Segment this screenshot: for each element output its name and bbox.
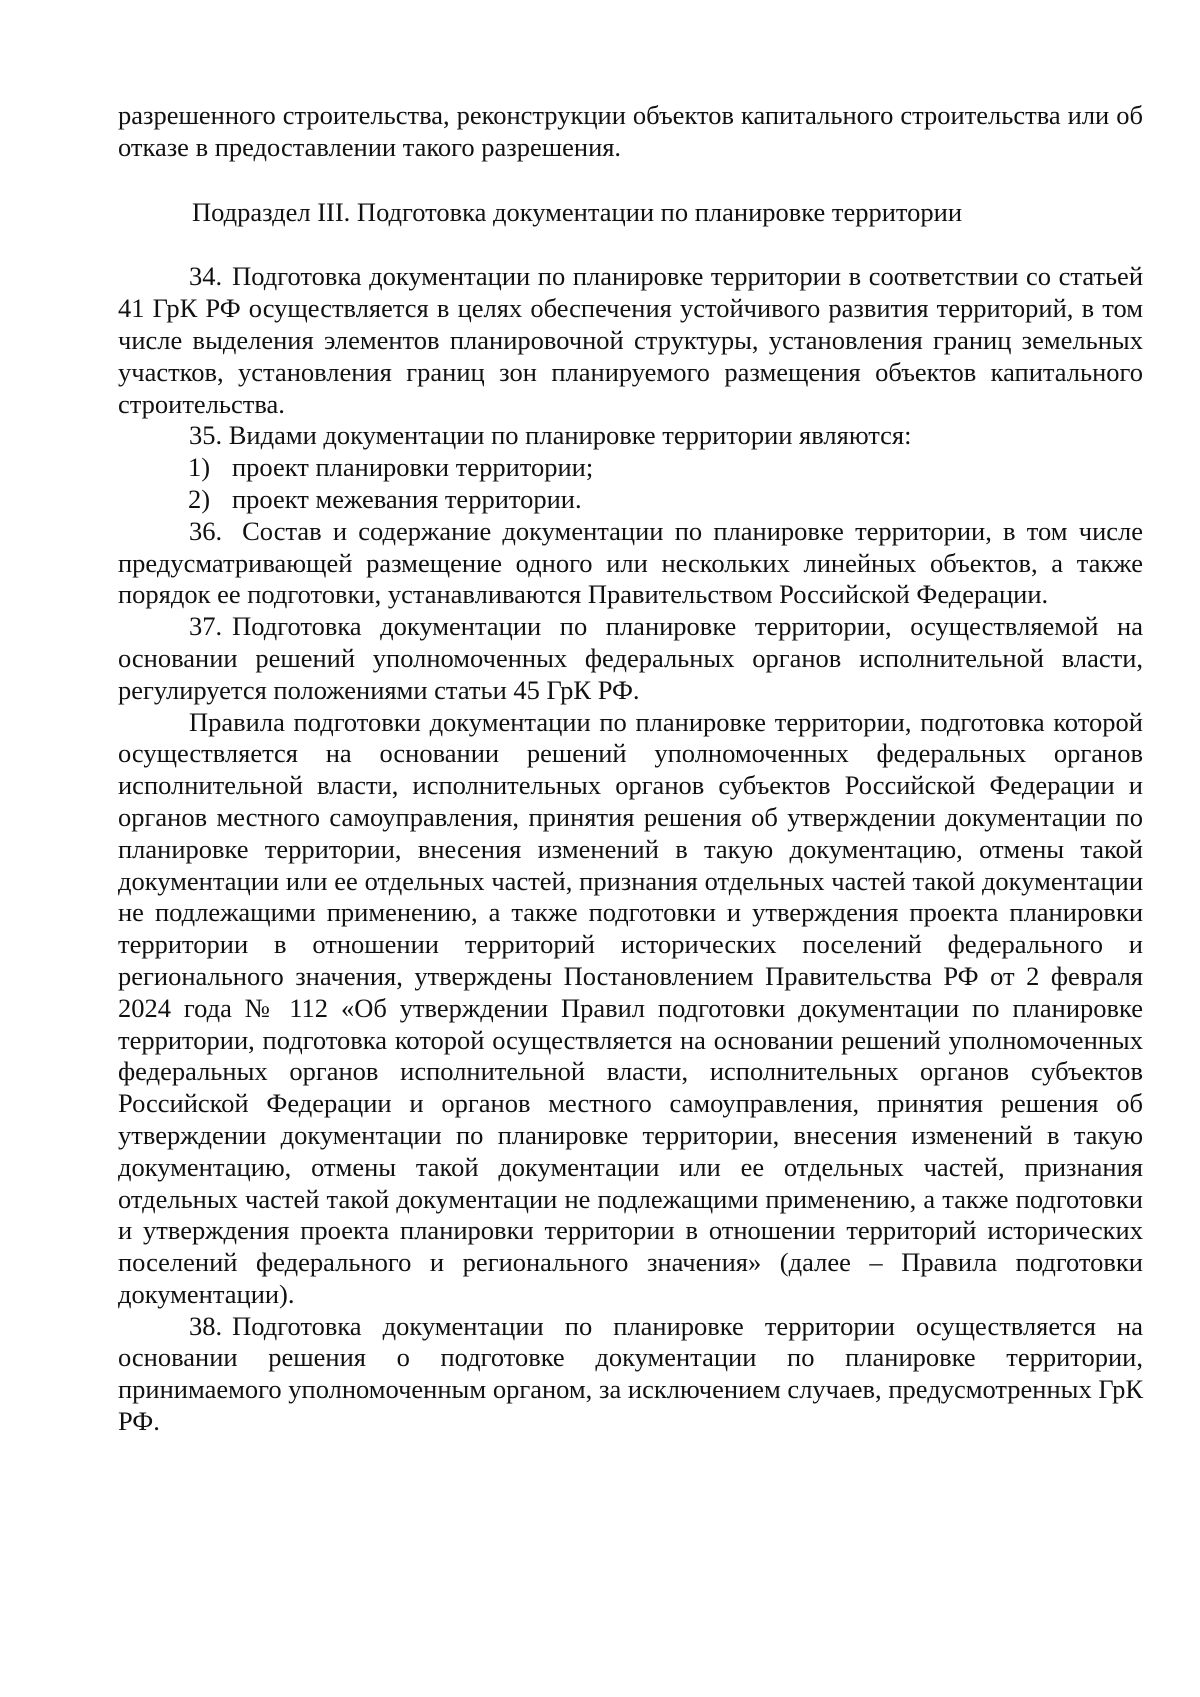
paragraph-37-number: 37. (189, 611, 223, 642)
paragraph-34-text: Подготовка документации по планировке территории в соответствии со статьей 41 ГрК РФ осуществляется в целях обеспечения устойчивого развития территорий, в том числе выделения элементов планировочной структуры, установления границ земельных участков, установления границ зон планируемого размещения объектов капитального строительства. (118, 261, 1143, 419)
list-item-2-number: 2) (188, 483, 211, 514)
paragraph-34-number: 34. (189, 261, 223, 292)
paragraph-36-text: Состав и содержание документации по планировке территории, в том числе предусматривающей размещение одного или нескольких линейных объектов, а также порядок ее подготовки, устанавливаются Правительством Российской Федерации. (118, 515, 1143, 610)
list-item-2-text: проект межевания территории. (232, 483, 582, 514)
paragraph-38-number: 38. (189, 1310, 223, 1341)
list-item-1 (118, 452, 1143, 484)
paragraph-38-text: Подготовка документации по планировке территории осуществляется на основании решения о подготовке документации по планировке территории, принимаемого уполномоченным органом, за исключением случаев, предусмотренных ГрК РФ. (118, 1310, 1143, 1437)
paragraph-36-number: 36. (189, 515, 223, 546)
paragraph-35: 35. Видами документации по планировке территории являются: (189, 420, 912, 451)
paragraph-36 (118, 516, 1143, 611)
list-item-1-text: проект планировки территории; (232, 452, 594, 483)
document-page (118, 100, 1143, 1438)
list-item-2 (118, 484, 1143, 516)
continuation-paragraph: разрешенного строительства, реконструкции объектов капитального строительства или об отказе в предоставлении такого разрешения. (118, 100, 1143, 162)
paragraph-37-text: Подготовка документации по планировке территории, осуществляемой на основании решений уполномоченных федеральных органов исполнительной власти, регулируется положениями статьи 45 ГрК РФ. (118, 611, 1143, 705)
paragraph-37-rules: Правила подготовки документации по планировке территории, подготовка которой осуществляется на основании решений уполномоченных федеральных органов исполнительной власти, исполнительных органов субъектов Российской Федерации и органов местного самоуправления, принятия решения об утверждении документации по планировке территории, внесения изменений в такую документацию, отмены такой документации или ее отдельных частей, признания отдельных частей такой документации не подлежащими применению, а также подготовки и утверждения проекта планировки территории в отношении территорий исторических поселений федерального и регионального значения, утверждены Постановлением Правительства РФ от 2 февраля 2024 года № 112 «Об утверждении Правил подготовки документации по планировке территории, подготовка которой осуществляется на основании решений уполномоченных федеральных органов исполнительной власти, исполнительных органов субъектов Российской Федерации и органов местного самоуправления, принятия решения об утверждении документации по планировке территории, внесения изменений в такую документацию, отмены такой документации или ее отдельных частей, признания отдельных частей такой документации не подлежащими применению, а также подготовки и утверждения проекта планировки территории в отношении территорий исторических поселений федерального и регионального значения» (далее – Правила подготовки документации). (118, 706, 1143, 1309)
paragraph-38 (118, 1311, 1143, 1438)
list-item-1-number: 1) (188, 452, 211, 483)
paragraph-34 (118, 261, 1143, 420)
paragraph-37 (118, 611, 1143, 706)
subsection-title: Подраздел III. Подготовка документации по планировке территории (192, 196, 963, 227)
